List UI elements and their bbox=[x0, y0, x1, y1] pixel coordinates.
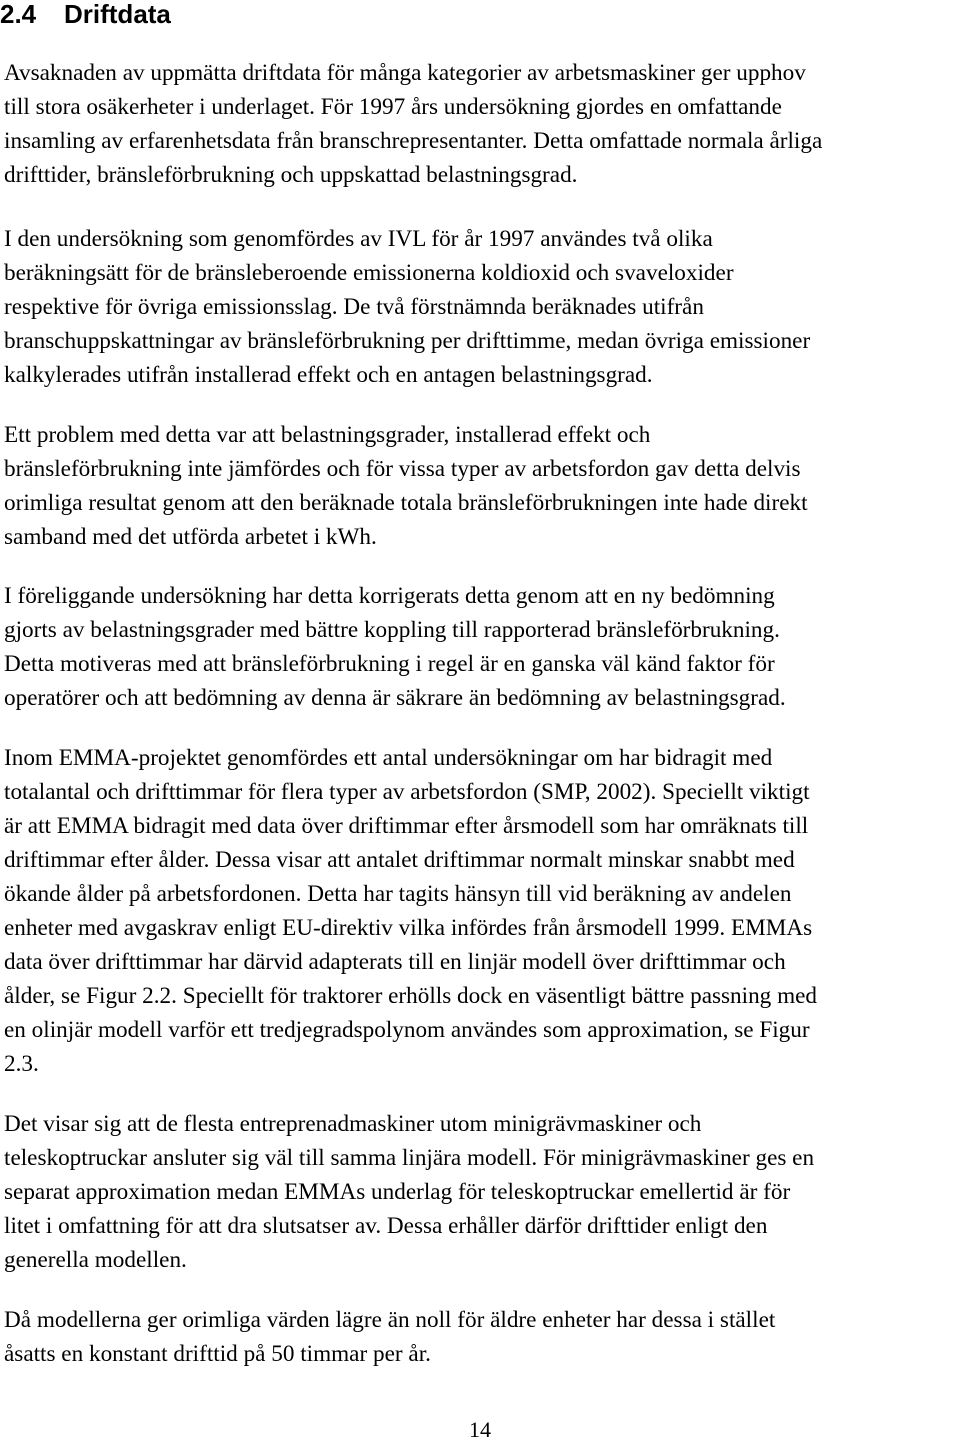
section-title: Driftdata bbox=[64, 0, 171, 29]
text-line: beräkningsätt för de bränsleberoende emissionerna koldioxid och svaveloxider bbox=[4, 260, 734, 286]
paragraph-7 bbox=[4, 1303, 775, 1371]
paragraph-3 bbox=[4, 418, 808, 554]
text-line: data över drifttimmar har därvid adapterats till en linjär modell över drifttimmar och bbox=[4, 949, 786, 975]
text-line: generella modellen. bbox=[4, 1247, 187, 1273]
text-line: respektive för övriga emissionsslag. De två förstnämnda beräknades utifrån bbox=[4, 294, 704, 320]
text-line: en olinjär modell varför ett tredjegradspolynom användes som approximation, se Figur bbox=[4, 1017, 810, 1043]
section-number: 2.4 bbox=[0, 0, 37, 29]
text-line: enheter med avgaskrav enligt EU-direktiv vilka infördes från årsmodell 1999. EMMAs bbox=[4, 915, 813, 941]
text-line: operatörer och att bedömning av denna är säkrare än bedömning av belastningsgrad. bbox=[4, 685, 786, 711]
text-line: Då modellerna ger orimliga värden lägre än noll för äldre enheter har dessa i stället bbox=[4, 1307, 776, 1333]
text-line: ålder, se Figur 2.2. Speciellt för traktorer erhölls dock en väsentligt bättre passning med bbox=[4, 983, 817, 1009]
text-line: åsatts en konstant drifttid på 50 timmar per år. bbox=[4, 1341, 431, 1367]
paragraph-1 bbox=[4, 56, 822, 192]
text-line: ökande ålder på arbetsfordonen. Detta har tagits hänsyn till vid beräkning av andelen bbox=[4, 881, 792, 907]
text-line: orimliga resultat genom att den beräknade totala bränsleförbrukningen inte hade direkt bbox=[4, 490, 808, 516]
text-line: litet i omfattning för att dra slutsatser av. Dessa erhåller därför drifttider enligt den bbox=[4, 1213, 768, 1239]
text-line: samband med det utförda arbetet i kWh. bbox=[4, 524, 377, 550]
page-number: 14 bbox=[469, 1417, 491, 1442]
paragraph-5 bbox=[4, 741, 817, 1081]
text-line: Det visar sig att de flesta entreprenadmaskiner utom minigrävmaskiner och bbox=[4, 1111, 702, 1137]
text-line: Detta motiveras med att bränsleförbrukning i regel är en ganska väl känd faktor för bbox=[4, 651, 775, 677]
text-line: totalantal och drifttimmar för flera typer av arbetsfordon (SMP, 2002). Speciellt viktigt bbox=[4, 779, 810, 805]
text-line: drifttider, bränsleförbrukning och uppskattad belastningsgrad. bbox=[4, 162, 578, 188]
text-line: I föreliggande undersökning har detta korrigerats detta genom att en ny bedömning bbox=[4, 583, 775, 609]
text-line: driftimmar efter ålder. Dessa visar att antalet driftimmar normalt minskar snabbt med bbox=[4, 847, 795, 873]
paragraph-6 bbox=[4, 1107, 814, 1277]
text-line: Avsaknaden av uppmätta driftdata för många kategorier av arbetsmaskiner ger upphov bbox=[4, 60, 806, 86]
text-line: till stora osäkerheter i underlaget. För 1997 års undersökning gjordes en omfattande bbox=[4, 94, 782, 120]
paragraph-2 bbox=[4, 222, 810, 392]
text-line: 2.3. bbox=[4, 1051, 39, 1077]
text-line: är att EMMA bidragit med data över driftimmar efter årsmodell som har omräknats till bbox=[4, 813, 809, 839]
text-line: teleskoptruckar ansluter sig väl till samma linjära modell. För minigrävmaskiner ges en bbox=[4, 1145, 815, 1171]
text-line: Ett problem med detta var att belastningsgrader, installerad effekt och bbox=[4, 422, 651, 448]
text-line: separat approximation medan EMMAs underlag för teleskoptruckar emellertid är för bbox=[4, 1179, 791, 1205]
text-line: bränsleförbrukning inte jämfördes och för vissa typer av arbetsfordon gav detta delvis bbox=[4, 456, 801, 482]
section-heading bbox=[0, 0, 171, 30]
paragraph-4 bbox=[4, 579, 786, 715]
text-line: insamling av erfarenhetsdata från branschrepresentanter. Detta omfattade normala årliga bbox=[4, 128, 823, 154]
text-line: I den undersökning som genomfördes av IVL för år 1997 användes två olika bbox=[4, 226, 713, 252]
text-line: Inom EMMA-projektet genomfördes ett antal undersökningar om har bidragit med bbox=[4, 745, 773, 771]
text-line: branschuppskattningar av bränsleförbrukning per drifttimme, medan övriga emissioner bbox=[4, 328, 811, 354]
text-line: gjorts av belastningsgrader med bättre koppling till rapporterad bränsleförbrukning. bbox=[4, 617, 780, 643]
text-line: kalkylerades utifrån installerad effekt och en antagen belastningsgrad. bbox=[4, 362, 653, 388]
